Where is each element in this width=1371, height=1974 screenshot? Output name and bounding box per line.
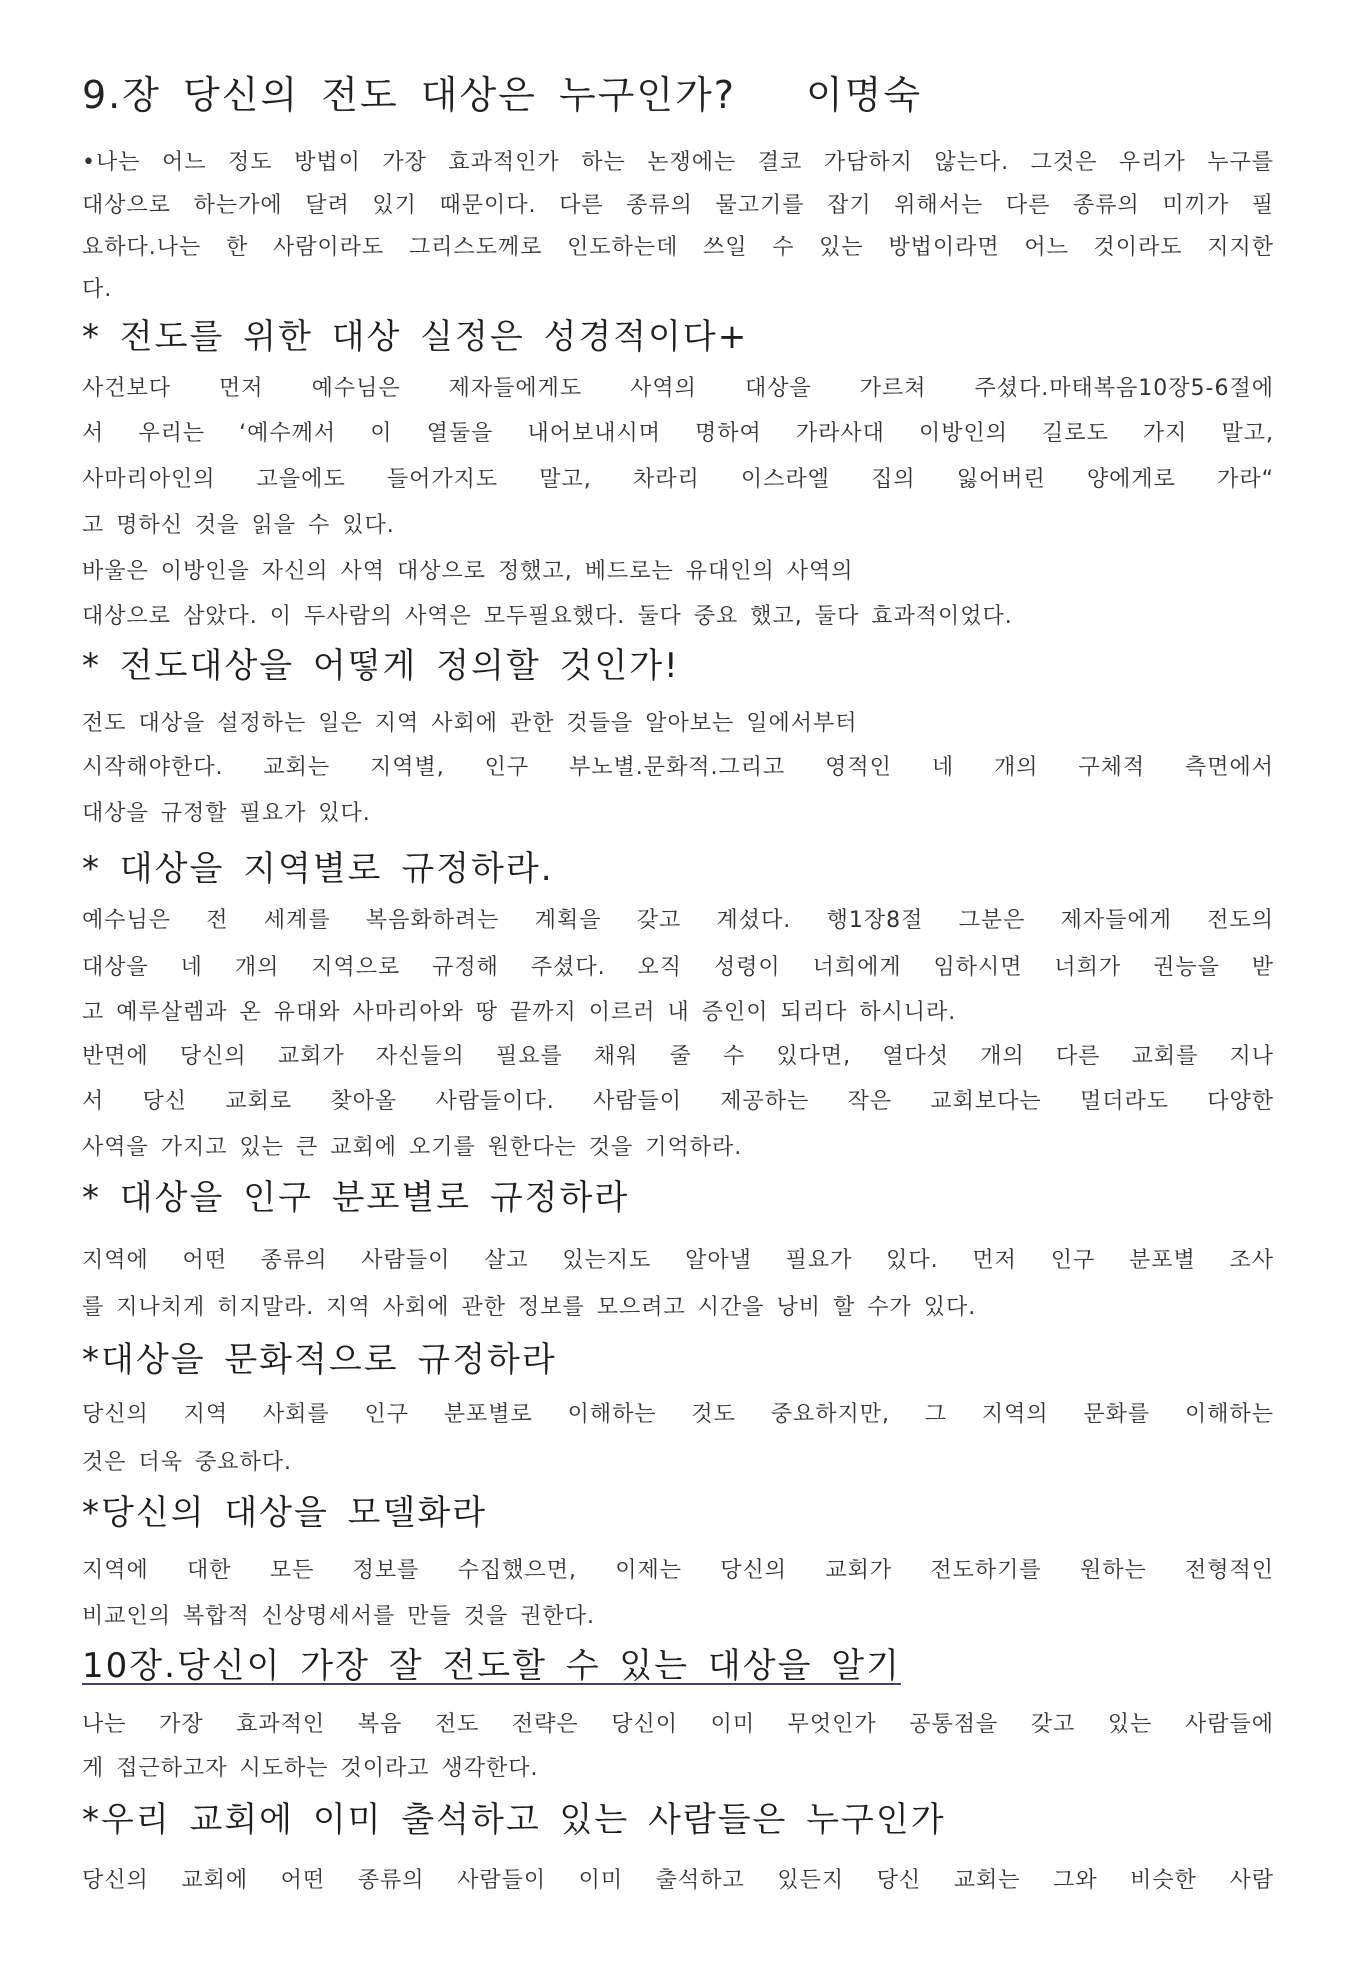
body-line: 비교인의 복합적 신상명세서를 만들 것을 권한다.: [82, 1604, 596, 1629]
body-line: 바울은 이방인을 자신의 사역 대상으로 정했고, 베드로는 유대인의 사역의: [82, 559, 854, 584]
body-line: 나는 가장 효과적인 복음 전도 전략은 당신이 이미 무엇인가 공통점을 갖고 있는 사람들에: [82, 1712, 1274, 1737]
body-line: 당신의 교회에 어떤 종류의 사람들이 이미 출석하고 있든지 당신 교회는 그와 비슷한 사람: [82, 1868, 1274, 1893]
document-title: [82, 72, 922, 118]
body-line: 당신의 지역 사회를 인구 분포별로 이해하는 것도 중요하지만, 그 지역의 문화를 이해하는: [82, 1402, 1274, 1427]
body-line: 지역에 대한 모든 정보를 수집했으면, 이제는 당신의 교회가 전도하기를 원하는 전형적인: [82, 1558, 1274, 1583]
section-heading: *당신의 대상을 모델화라: [82, 1493, 488, 1533]
body-line: 예수님은 전 세계를 복음화하려는 계획을 갖고 계셨다. 행1장8절 그분은 제자들에게 전도의: [82, 908, 1274, 933]
section-heading: *우리 교회에 이미 출석하고 있는 사람들은 누구인가: [82, 1800, 946, 1840]
section-heading: * 대상을 지역별로 규정하라.: [82, 849, 554, 889]
author-name: 이명숙: [805, 73, 923, 117]
chapter-title: 9.장 당신의 전도 대상은 누구인가?: [82, 73, 736, 117]
chapter-heading: 10장.당신이 가장 잘 전도할 수 있는 대상을 알기: [82, 1646, 901, 1686]
body-line: 서 우리는 ‘예수께서 이 열둘을 내어보내시며 명하여 가라사대 이방인의 길로도 가지 말고,: [82, 421, 1274, 446]
intro-line: 대상으로 하는가에 달려 있기 때문이다. 다른 종류의 물고기를 잡기 위해서는 다른 종류의 미끼가 필: [82, 193, 1274, 218]
body-line: 사역을 가지고 있는 큰 교회에 오기를 원한다는 것을 기억하라.: [82, 1135, 743, 1160]
body-line: 게 접근하고자 시도하는 것이라고 생각한다.: [82, 1756, 539, 1781]
body-line: 사건보다 먼저 예수님은 제자들에게도 사역의 대상을 가르쳐 주셨다.마태복음10장5-6절에: [82, 376, 1274, 401]
intro-line: •나는 어느 정도 방법이 가장 효과적인가 하는 논쟁에는 결코 가담하지 않는다. 그것은 우리가 누구를: [82, 150, 1274, 175]
body-line: 시작해야한다. 교회는 지역별, 인구 부노별.문화적.그리고 영적인 네 개의 구체적 측면에서: [82, 755, 1274, 780]
body-line: 고 예루살렘과 온 유대와 사마리아와 땅 끝까지 이르러 내 증인이 되리다 하시니라.: [82, 1000, 957, 1025]
body-line: 서 당신 교회로 찾아올 사람들이다. 사람들이 제공하는 작은 교회보다는 멀더라도 다양한: [82, 1089, 1274, 1114]
intro-line: 다.: [82, 277, 113, 302]
intro-line: 요하다.나는 한 사람이라도 그리스도께로 인도하는데 쓰일 수 있는 방법이라면 어느 것이라도 지지한: [82, 235, 1274, 260]
section-heading: * 대상을 인구 분포별로 규정하라: [82, 1178, 630, 1218]
body-line: 대상으로 삼았다. 이 두사람의 사역은 모두필요했다. 둘다 중요 했고, 둘다 효과적이었다.: [82, 604, 1013, 629]
section-heading: * 전도대상을 어떻게 정의할 것인가!: [82, 646, 680, 686]
body-line: 대상을 규정할 필요가 있다.: [82, 801, 371, 826]
body-line: 사마리아인의 고을에도 들어가지도 말고, 차라리 이스라엘 집의 잃어버린 양에게로 가라“: [82, 467, 1274, 492]
body-line: 고 명하신 것을 읽을 수 있다.: [82, 513, 395, 538]
body-line: 대상을 네 개의 지역으로 규정해 주셨다. 오직 성령이 너희에게 임하시면 너희가 권능을 받: [82, 955, 1274, 980]
section-heading: *대상을 문화적으로 규정하라: [82, 1340, 557, 1380]
body-line: 지역에 어떤 종류의 사람들이 살고 있는지도 알아낼 필요가 있다. 먼저 인구 분포별 조사: [82, 1248, 1274, 1273]
body-line: 것은 더욱 중요하다.: [82, 1450, 292, 1475]
section-heading: * 전도를 위한 대상 실정은 성경적이다+: [82, 317, 749, 357]
body-line: 반면에 당신의 교회가 자신들의 필요를 채워 줄 수 있다면, 열다섯 개의 다른 교회를 지나: [82, 1044, 1274, 1069]
body-line: 전도 대상을 설정하는 일은 지역 사회에 관한 것들을 알아보는 일에서부터: [82, 711, 858, 736]
body-line: 를 지나치게 히지말라. 지역 사회에 관한 정보를 모으려고 시간을 낭비 할 수가 있다.: [82, 1295, 977, 1320]
